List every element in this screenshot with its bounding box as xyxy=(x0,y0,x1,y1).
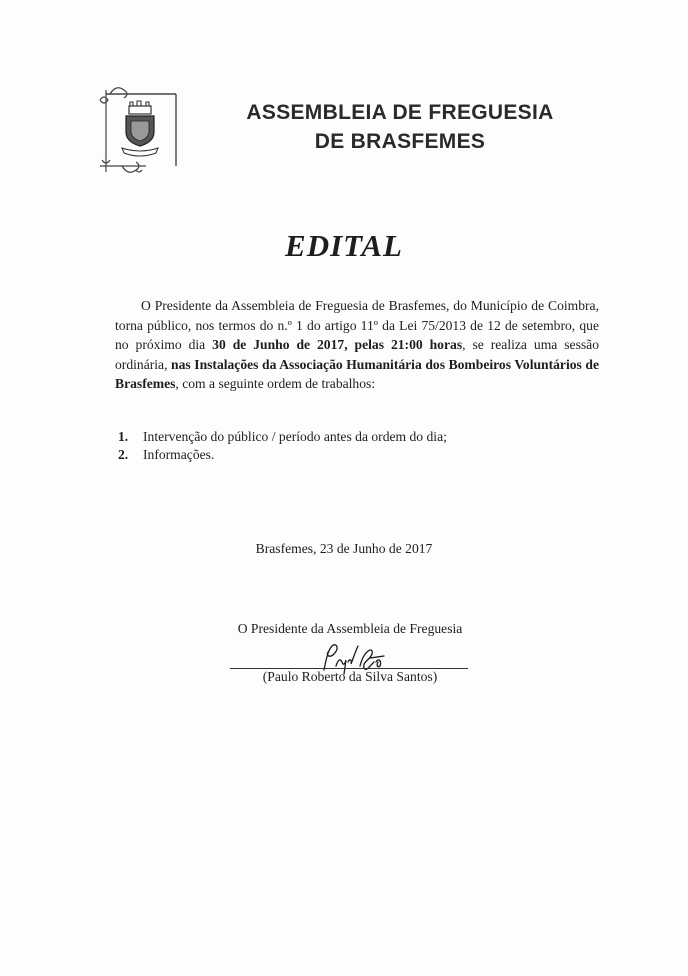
agenda-item-text: Intervenção do público / período antes da ordem do dia; xyxy=(143,429,447,444)
agenda-item xyxy=(118,428,598,446)
header-line-1: ASSEMBLEIA DE FREGUESIA xyxy=(246,101,554,124)
agenda-item-text: Informações. xyxy=(143,447,215,462)
document-title: EDITAL xyxy=(285,228,403,263)
coat-of-arms-icon xyxy=(96,80,178,178)
agenda-list xyxy=(118,428,598,464)
logo-frame xyxy=(96,80,178,178)
agenda-item-number: 2. xyxy=(118,447,129,462)
notice-middle: , se realiza uma sessão ordinária, xyxy=(115,337,599,372)
agenda-item-number: 1. xyxy=(118,429,129,444)
signatory-title: O Presidente da Assembleia de Freguesia xyxy=(237,621,463,636)
notice-end: , com a seguinte ordem de trabalhos: xyxy=(175,376,376,392)
agenda-item xyxy=(118,446,598,464)
notice-paragraph xyxy=(115,296,599,394)
place-and-date: Brasfemes, 23 de Junho de 2017 xyxy=(255,541,433,556)
notice-location: nas Instalações da Associação Humanitária dos Bombeiros Voluntários de Brasfemes xyxy=(115,356,599,392)
header-line-2: DE BRASFEMES xyxy=(314,130,486,153)
signatory-name: (Paulo Roberto da Silva Santos) xyxy=(262,669,438,684)
notice-date-time: 30 de Junho de 2017, pelas 21:00 horas xyxy=(212,337,463,353)
notice-intro: O Presidente da Assembleia de Freguesia de Brasfemes, do Município de Coimbra, torna público, nos termos do n.º 1 do artigo 11º da Lei 75/2013 de 12 de setembro, que no próximo dia xyxy=(115,298,599,353)
institution-header xyxy=(190,98,610,156)
